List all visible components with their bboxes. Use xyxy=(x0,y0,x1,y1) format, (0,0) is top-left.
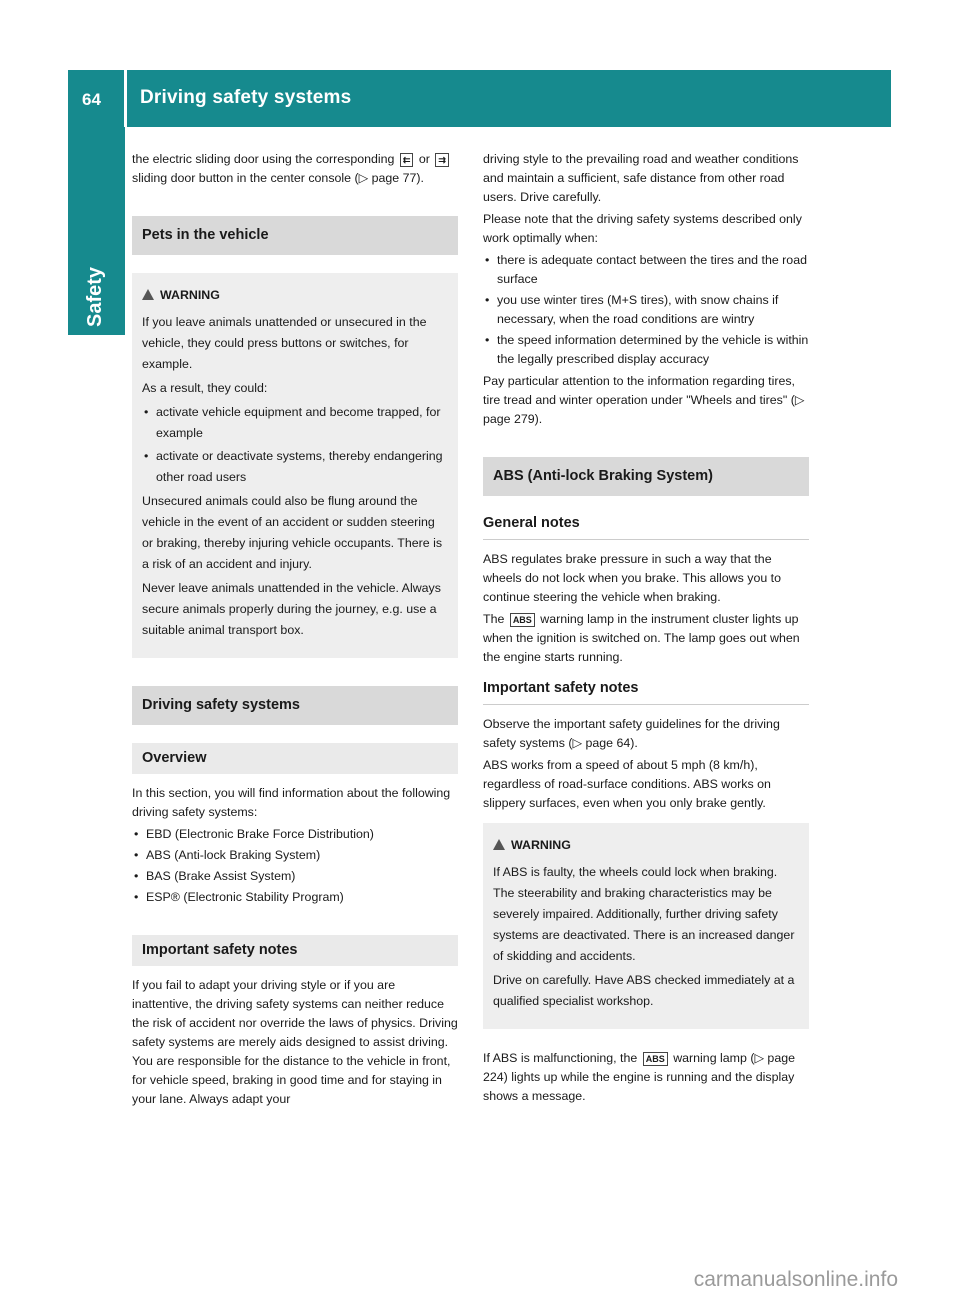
body-text: If ABS is malfunctioning, the ABS warning lamp (▷ page 224) lights up while the engine is running and the display shows a message. xyxy=(483,1051,795,1103)
warning-text: Unsecured animals could also be flung around the vehicle in the event of an accident or sudden steering or braking, thereby injuring vehicle occupants. There is a risk of an accident and injury. xyxy=(142,494,443,571)
watermark: carmanualsonline.info xyxy=(693,1268,898,1291)
warning-text: If you leave animals unattended or unsecured in the vehicle, they could press buttons or switches, for example. xyxy=(142,315,427,371)
body-text: In this section, you will find information about the following driving safety systems: xyxy=(132,786,451,819)
dss-heading: Driving safety systems xyxy=(132,686,458,725)
warning-title: WARNING xyxy=(493,835,799,856)
warning-title: WARNING xyxy=(142,285,448,306)
body-text: Observe the important safety guidelines for the driving safety systems (▷ page 64). xyxy=(483,717,780,750)
overview-heading: Overview xyxy=(132,743,458,774)
body-text: ABS works from a speed of about 5 mph (8 km/h), regardless of road-surface conditions. ABS works on slippery surfaces, even when you only brake gently. xyxy=(483,758,771,810)
left-column xyxy=(132,150,458,1112)
warning-list xyxy=(142,402,448,488)
list-item: • activate vehicle equipment and become trapped, for example xyxy=(156,402,448,444)
warning-text: Drive on carefully. Have ABS checked immediately at a qualified specialist workshop. xyxy=(493,973,795,1008)
abs-heading: ABS (Anti-lock Braking System) xyxy=(483,457,809,496)
body-text: The ABS warning lamp in the instrument cluster lights up when the ignition is switched on. The lamp goes out when the engine starts running. xyxy=(483,612,800,664)
list-item: • the speed information determined by the vehicle is within the legally prescribed display accuracy xyxy=(497,331,809,369)
list-item: • there is adequate contact between the tires and the road surface xyxy=(497,251,809,289)
warning-text: If ABS is faulty, the wheels could lock when braking. The steerability and braking characteristics may be severely impaired. Additionally, further driving safety systems are deactivated. There is an increased danger of skidding and accidents. xyxy=(493,865,795,963)
side-tab xyxy=(68,127,125,335)
abs-important-safety-heading: Important safety notes xyxy=(483,679,809,705)
page-title: Driving safety systems xyxy=(140,87,352,108)
body-text: ABS regulates brake pressure in such a way that the wheels do not lock when you brake. This allows you to continue steering the vehicle when braking. xyxy=(483,552,781,604)
body-text: Please note that the driving safety systems described only work optimally when: xyxy=(483,212,802,245)
body-text: Pay particular attention to the information regarding tires, tire tread and winter operation under "Wheels and tires" (▷ page 279). xyxy=(483,374,805,426)
general-notes-heading: General notes xyxy=(483,514,809,540)
list-item: • ABS (Anti-lock Braking System) xyxy=(146,846,458,865)
body-text: driving style to the prevailing road and weather conditions and maintain a sufficient, safe distance from other road users. Drive carefully. xyxy=(483,152,799,204)
warning-text: Never leave animals unattended in the vehicle. Always secure animals properly during the journey, e.g. use a suitable animal transport box. xyxy=(142,581,441,637)
conditions-list xyxy=(483,251,809,369)
pets-heading: Pets in the vehicle xyxy=(132,216,458,255)
abs-warning-lamp-icon: ABS xyxy=(643,1052,668,1066)
page-number: 64 xyxy=(82,90,101,109)
list-item: • you use winter tires (M+S tires), with snow chains if necessary, when the road conditions are wintry xyxy=(497,291,809,329)
side-tab-label: Safety xyxy=(84,266,106,327)
warning-triangle-icon xyxy=(493,839,505,850)
systems-list xyxy=(132,825,458,907)
warning-text: As a result, they could: xyxy=(142,381,268,395)
important-safety-heading: Important safety notes xyxy=(132,935,458,966)
sliding-door-left-icon: ⇇ xyxy=(400,153,414,167)
body-text: If you fail to adapt your driving style or if you are inattentive, the driving safety systems can neither reduce the risk of accident nor override the laws of physics. Driving safety systems are merely aids designed to assist driving. You are responsible for the distance to the vehicle in front, for vehicle speed, braking in good time and for staying in your lane. Always adapt your xyxy=(132,978,458,1106)
list-item: • BAS (Brake Assist System) xyxy=(146,867,458,886)
header-divider xyxy=(124,70,127,127)
sliding-door-right-icon: ⇉ xyxy=(435,153,449,167)
abs-warning-lamp-icon: ABS xyxy=(510,613,535,627)
warning-triangle-icon xyxy=(142,289,154,300)
abs-warning-box xyxy=(483,823,809,1029)
pets-warning-box xyxy=(132,273,458,658)
intro-paragraph: the electric sliding door using the corresponding ⇇ or ⇉ sliding door button in the center console (▷ page 77). xyxy=(132,150,458,188)
list-item: • ESP® (Electronic Stability Program) xyxy=(146,888,458,907)
list-item: • EBD (Electronic Brake Force Distribution) xyxy=(146,825,458,844)
list-item: • activate or deactivate systems, thereby endangering other road users xyxy=(156,446,448,488)
right-column xyxy=(483,150,809,1109)
